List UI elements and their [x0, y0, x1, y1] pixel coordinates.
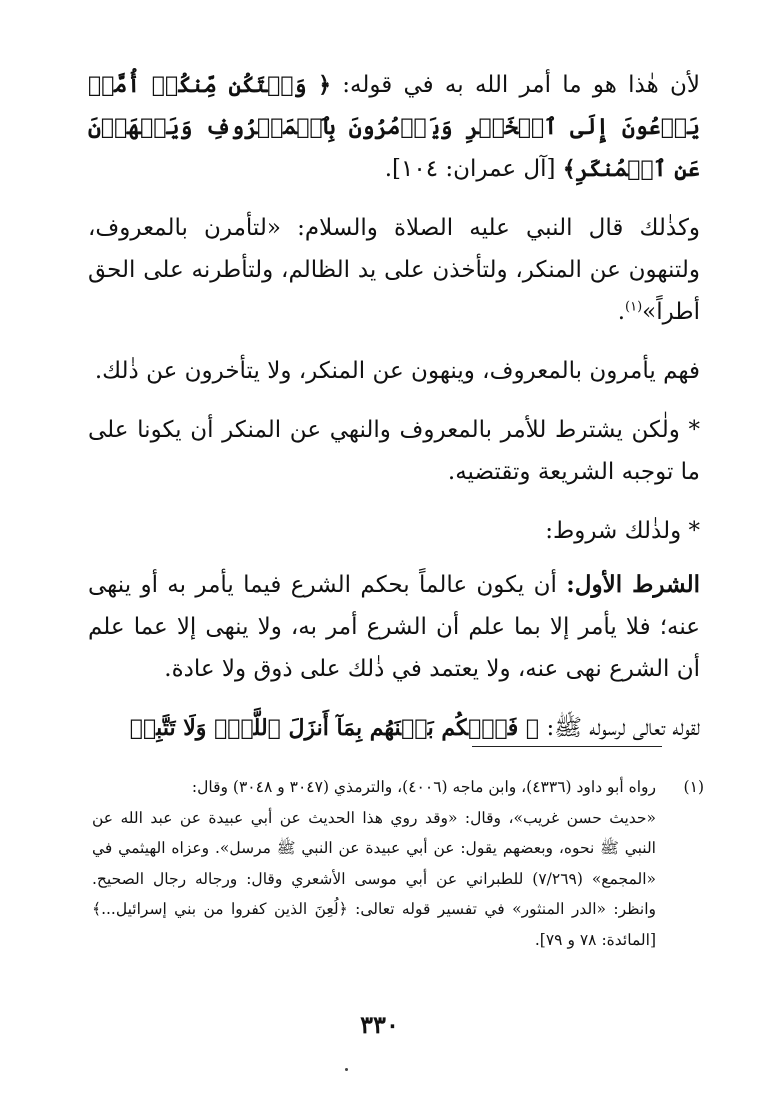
print-speck	[345, 1068, 348, 1071]
paragraph-2	[88, 207, 700, 333]
page-number: ٣٣٠	[360, 1010, 399, 1039]
footnote-number: (١)	[683, 778, 704, 796]
paragraph-5: * ولذٰلك شروط:	[545, 518, 700, 544]
paragraph-7	[88, 707, 700, 749]
footnote-separator	[472, 746, 662, 747]
paragraph-6	[88, 564, 700, 690]
footnote	[92, 772, 704, 955]
paragraph-1	[88, 64, 700, 190]
condition-text: أن يكون عالماً بحكم الشرع فيما يأمر به أو ينهى عنه؛ فلا يأمر إلا بما علم أن الشرع أمر به، ولا ينهى إلا عما علم أن الشرع نهى عنه، ولا يعتمد في ذٰلك على ذوق ولا عادة.	[88, 572, 700, 682]
footnote-ref: (١)	[625, 299, 643, 315]
main-text	[88, 64, 700, 766]
footnote-first-line: رواه أبو داود (٤٣٣٦)، وابن ماجه (٤٠٠٦)، والترمذي (٣٠٤٧ و ٣٠٤٨) وقال:	[191, 778, 656, 796]
verse-reference-1: [آل عمران: ١٠٤].	[384, 156, 556, 182]
paragraph-7-lead: لقوله تعالى لرسوله ﷺ:	[539, 715, 700, 741]
footnote-body: «حديث حسن غريب»، وقال: «وقد روي هذا الحديث عن أبي عبيدة عن عبد الله عن النبي ﷺ نحوه، وبعضهم يقول: عن أبي عبيدة عن النبي ﷺ مرسل». وعزاه الهيثمي في «المجمع» (٧/٢٦٩) للطبراني عن أبي موسى الأشعري وقال: ورجاله رجال الصحيح. وانظر: «الدر المنثور» في تفسير قوله تعالى: ﴿لُعِنَ الذين كفروا من بني إسرائيل...﴾ [المائدة: ٧٨ و ٧٩].	[92, 808, 656, 949]
paragraph-3: فهم يأمرون بالمعروف، وينهون عن المنكر، ولا يتأخرون عن ذٰلك.	[94, 358, 700, 384]
quran-verse-2: ﴿ فَٱحۡكُم بَيۡنَهُم بِمَآ أَنزَلَ ٱللَّهُۖ وَلَا تَتَّبِعۡ	[129, 715, 540, 741]
quran-verse-1: ﴿ وَلۡتَكُن مِّنكُمۡ أُمَّةٞ يَدۡعُونَ إِلَى ٱلۡخَيۡرِ وَيَأۡمُرُونَ بِٱلۡمَعۡرُوفِ وَيَنۡهَوۡنَ عَنِ ٱلۡمُنكَرِ﴾	[88, 72, 700, 182]
paragraph-1-lead: لأن هٰذا هو ما أمر الله به في قوله:	[330, 72, 700, 98]
hadith-text: وكذٰلك قال النبي عليه الصلاة والسلام: «لتأمرن بالمعروف، ولتنهون عن المنكر، ولتأخذن على يد الظالم، ولتأطرنه على الحق أطراً»	[88, 215, 700, 325]
condition-heading: الشرط الأول:	[566, 571, 701, 598]
paragraph-4: * ولٰكن يشترط للأمر بالمعروف والنهي عن المنكر أن يكونا على ما توجبه الشريعة وتقتضيه.	[88, 417, 700, 485]
paragraph-2-end: .	[617, 299, 625, 325]
